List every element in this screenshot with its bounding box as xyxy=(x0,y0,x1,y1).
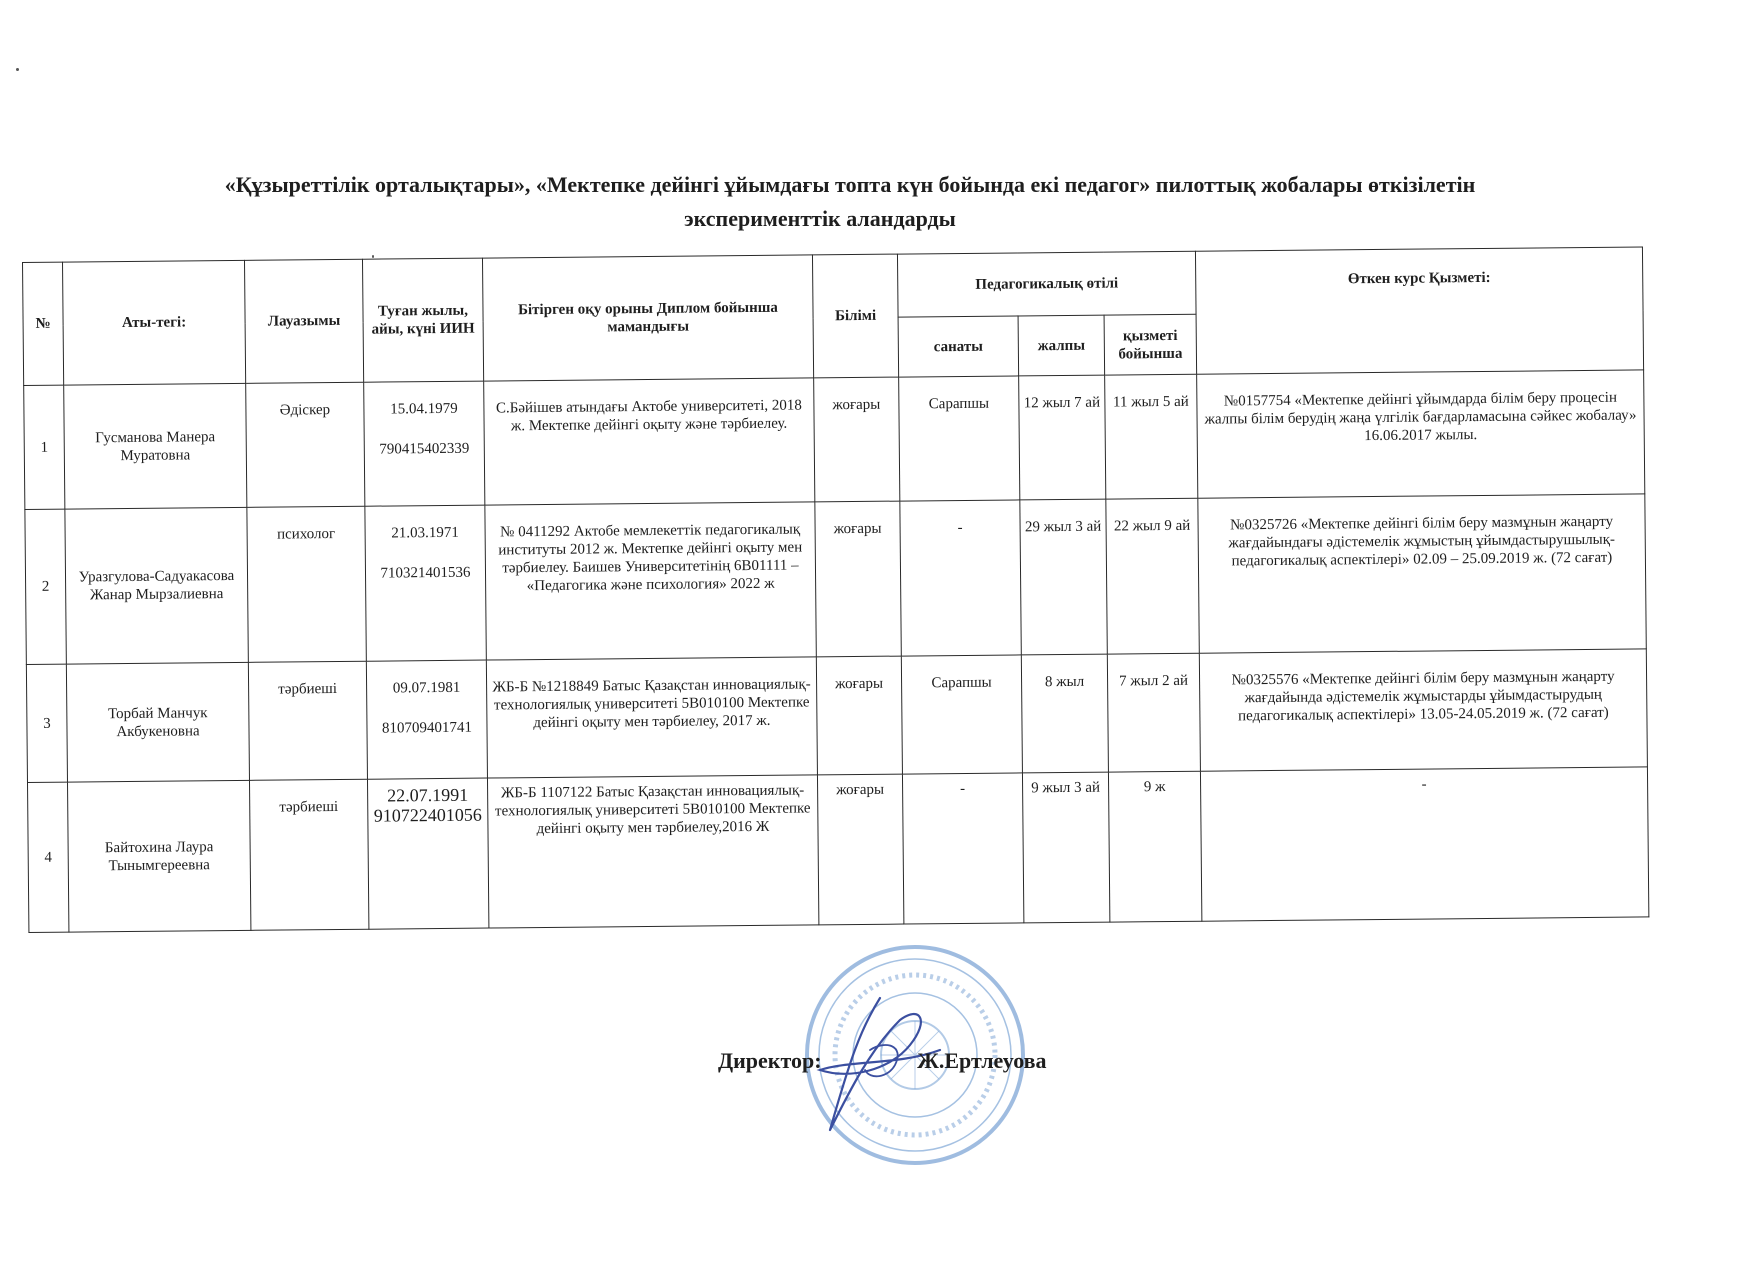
scan-speck xyxy=(16,68,19,71)
header-service: қызметі бойынша xyxy=(1104,314,1197,375)
row-name: Торбай Манчук Акбукеновна xyxy=(66,662,249,782)
row-category: Сарапшы xyxy=(901,655,1022,774)
table-row xyxy=(27,767,1648,933)
header-pedagogical: Педагогикалық өтілі xyxy=(897,251,1196,317)
row-birth xyxy=(367,778,488,929)
header-course: Өткен курс Қызметі: xyxy=(1195,247,1643,374)
row-iin: 810709401741 xyxy=(381,719,473,737)
row-institution: ЖБ-Б 1107122 Батыс Қазақстан инновациялық-технологиялық университеті 5В010100 Мектепке дейінгі оқыту мен тәрбиелеу,2016 Ж xyxy=(487,775,818,928)
row-category: - xyxy=(900,500,1021,656)
row-iin: 710321401536 xyxy=(380,564,471,582)
row-course: №0325576 «Мектепке дейінгі білім беру мазмұнын жаңарту жағдайында әдістемелік жұмыстарды ұйымдастырудың педагогикалық аспектілері» 13.05-24.05.2019 ж. (72 сағат) xyxy=(1199,649,1647,771)
document-title xyxy=(100,168,1600,236)
row-num: 1 xyxy=(24,385,65,509)
row-name: Гусманова Манера Муратовна xyxy=(64,383,247,509)
header-institution: Бітірген оқу орыны Диплом бойынша мамандығы xyxy=(482,255,813,381)
row-institution: С.Бәйішев атындағы Актобе университеті, 2018 ж. Мектепке дейінгі оқыту және тәрбиелеу. xyxy=(484,378,815,505)
row-course: №0325726 «Мектепке дейінгі білім беру мазмұнын жаңарту жағдайындағы әдістемелік жұмыстың ұйымдастырушылық-педагогикалық аспектілері» 02.09 – 25.09.2019 ж. (72 сағат) xyxy=(1198,494,1646,653)
row-birth-date: 21.03.1971 xyxy=(391,524,459,542)
director-name: Ж.Ертлеуова xyxy=(917,1048,1047,1073)
row-iin: 910722401056 xyxy=(373,804,482,826)
row-course: - xyxy=(1200,767,1648,921)
row-total: 29 жыл 3 ай xyxy=(1020,499,1107,655)
header-category: санаты xyxy=(898,316,1019,377)
row-birth-date: 09.07.1981 xyxy=(392,679,461,697)
row-service: 9 ж xyxy=(1108,771,1201,922)
row-total: 12 жыл 7 ай xyxy=(1019,375,1106,500)
header-row-1 xyxy=(23,247,1644,326)
row-position: Әдіскер xyxy=(246,382,365,507)
row-total: 9 жыл 3 ай xyxy=(1022,772,1109,923)
header-name: Аты-тегі: xyxy=(63,260,246,385)
staff-table xyxy=(22,246,1649,933)
director-signature-line xyxy=(718,1048,1047,1074)
row-education: жоғары xyxy=(817,774,903,925)
row-num: 3 xyxy=(26,664,67,782)
row-name: Байтохина Лаура Тынымгереевна xyxy=(67,780,250,932)
row-service: 7 жыл 2 ай xyxy=(1107,653,1200,772)
row-birth xyxy=(365,505,486,661)
header-position: Лауазымы xyxy=(244,259,363,383)
row-total: 8 жыл xyxy=(1021,654,1108,773)
row-category: Сарапшы xyxy=(899,376,1020,501)
title-line-2: эксперименттік аландарды xyxy=(684,206,956,231)
header-total: жалпы xyxy=(1018,315,1105,376)
row-education: жоғары xyxy=(814,377,900,502)
header-num: № xyxy=(23,262,64,385)
row-education: жоғары xyxy=(815,501,901,657)
row-name: Уразгулова-Садуакасова Жанар Мырзалиевна xyxy=(65,507,248,664)
row-institution: № 0411292 Актобе мемлекеттік педагогикалық институты 2012 ж. Мектепке дейінгі оқыту мен тәрбиелеу. Баишев Университетінің 6В01111 – «Педагогика және психология» 2022 ж xyxy=(485,502,816,660)
scan-speck xyxy=(372,255,374,258)
row-num: 4 xyxy=(27,782,68,932)
row-birth xyxy=(366,660,487,779)
director-label: Директор: xyxy=(718,1048,822,1073)
header-education: Білімі xyxy=(812,254,898,378)
row-course: №0157754 «Мектепке дейінгі ұйымдарда білім беру процесін жалпы білім берудің жаңа үлгілік бағдарламасына сәйкес жобалау» 16.06.2017 жылы. xyxy=(1197,370,1645,498)
row-birth-date: 15.04.1979 xyxy=(390,400,458,418)
row-position: тәрбиеші xyxy=(248,661,367,780)
table-row xyxy=(25,494,1646,665)
title-line-1: «Құзыреттілік орталықтары», «Мектепке дейінгі ұйымдағы топта күн бойында екі педагог» пилоттық жобалары өткізілетін xyxy=(224,172,1476,197)
row-iin: 790415402339 xyxy=(379,440,470,458)
row-position: психолог xyxy=(247,506,366,662)
row-institution: ЖБ-Б №1218849 Батыс Қазақстан инновациялық-технологиялық университеті 5В010100 Мектепке дейінгі оқыту мен тәрбиелеу, 2017 ж. xyxy=(486,657,817,778)
staff-table-wrapper xyxy=(22,246,1648,933)
row-service: 22 жыл 9 ай xyxy=(1106,498,1199,654)
row-category: - xyxy=(902,773,1023,924)
row-position: тәрбиеші xyxy=(249,779,368,930)
row-service: 11 жыл 5 ай xyxy=(1105,374,1198,499)
row-birth xyxy=(364,381,485,506)
row-num: 2 xyxy=(25,509,66,664)
row-birth-date: 22.07.1991 xyxy=(387,784,469,806)
table-row xyxy=(26,649,1647,783)
table-row xyxy=(24,370,1645,510)
row-education: жоғары xyxy=(816,656,902,775)
header-birth: Туған жылы, айы, күні ИИН xyxy=(362,258,483,382)
